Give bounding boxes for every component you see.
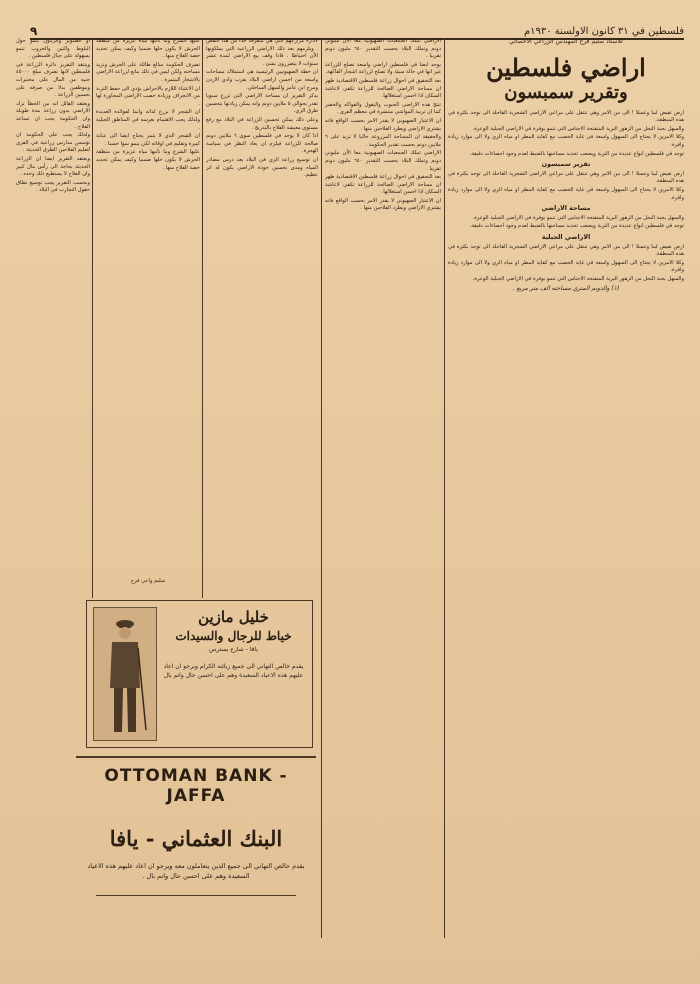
column-paragraph: ان توسيع زراعة الري في البلاد بعد درس مصادر المياه ومدى تحسين جودة الاراضي يكون له اثر عظيم. <box>206 156 318 179</box>
article-column-3 <box>96 38 200 598</box>
article-footnote: (١) والدونم المتري مساحته الف متر مربع . <box>512 285 620 293</box>
article-subhead: تقرير سمبسون <box>541 160 591 169</box>
column-paragraph: والحقيقة ان المساحة المزروعة حاليا لا تزيد على ٦ ملايين دونم بحسب تقدير الحكومة . <box>325 134 441 148</box>
column-paragraph: ان الشجر لا يزرع لذاته وانما لفوائده العديدة ولذلك يجب الاهتمام بغرسه في المناطق الجبلية . <box>96 109 200 131</box>
column-paragraph: ويعتقد التقرير ايضا ان الزراعة الحديثة بحاجة الى رأس مال كبير وان الفلاح لا يستطيع ذلك وحده . <box>16 155 90 178</box>
bank-name-english: OTTOMAN BANK - JAFFA <box>104 766 288 806</box>
column-paragraph: وينتقد التقرير دائرة الزراعة في فلسطين لانها تصرف مبلغ ٤٥٠٠٠ جنيه من المال على مختبرات وموظفين بدلا من صرفه على تحسين الزراعة . <box>16 61 90 99</box>
column-paragraph: ان الاعتناء اللازم بالاحراش يؤدي الى حفظ التربة من الانجراف وزيادة خصب الاراضي المجاورة لها . <box>96 85 200 107</box>
article-subhead: مساحة الاراضي <box>541 204 591 213</box>
page-number: ٩ <box>30 24 38 38</box>
article-paragraph: والسهل بحبة النحل من الزهور البرية المتفتحة الاجناس التي تنمو بوفرة في الاراضي الجبلية الوعرة. <box>472 214 684 221</box>
column-paragraph: تصرف الحكومة مبالغ طائلة على الحرش وتزيد مساحته ولكن ليس في ذلك مانع لزراعة الاراضي بالاشجار المثمرة . <box>96 61 200 83</box>
column-rule <box>92 38 93 598</box>
article-paragraph: ارض تفيض لبنا وعسلا ! الى من الامر وهي تنتقل على مراعي الاراضي الشجرية القاحلة الى توجد بكثرة في هذه المنطقة. <box>448 170 684 185</box>
article-column-2 <box>325 38 441 938</box>
tailor-greeting: يقدم خالص التهاني الى جميع زبائنه الكرام ويرجو ان اعاد عليهم هذه الاعياد السعيدة وهم على احسن حال واتم بال <box>163 663 304 679</box>
article-title: اراضي فلسطين <box>486 52 646 82</box>
article-paragraph: ارض تفيض لبنا وعسلا ! الى من الامر وهي تنتقل على مراعي الاراضي الشجرية القاحلة الى توجد بكثرة في هذه المنطقة. <box>448 243 684 258</box>
column-paragraph: يوجد ايضا في فلسطين اراضي واسعة تصلح للزراعة غير انها في حالة سيئة ولا تصلح لزراعة اشجار الفاكهة. <box>325 61 441 76</box>
divider <box>96 895 296 896</box>
column-paragraph: وعلى ذلك يمكن تحسين الزراعة في البلاد مع رفع مستوى معيشة الفلاح بالتدريج . <box>206 116 318 131</box>
article-column-4 <box>16 38 90 598</box>
tailor-portrait-photo <box>93 607 157 741</box>
column-paragraph: عليها الشرع وما تأتيها مياه عزيزة من منطقة الحرش لا يكون حلها ضمنيا وكيف يمكن تحديد حصة الفلاح منها . <box>96 149 200 171</box>
column-paragraph: ويعتقد القائل انه من الخطأ ترك الاراضي بدون زراعة مدة طويلة وان الحكومة يجب ان تساعد الفلاح . <box>16 100 90 130</box>
column-paragraph: ولذلك يجب على الحكومة ان تؤسس مدارس زراعية في القرى لتعليم الفلاحين الطرق الحديثة . <box>16 132 90 154</box>
column-paragraph: ان الاعتبار الصهيوني لا يقدر الامر بحسب الواقع فانه يشتري الاراضي ويطرد الفلاحين منها . <box>325 117 441 132</box>
article-column-1 <box>206 38 318 598</box>
column-paragraph: تنتج هذه الاراضي الحبوب والبقول والفواكه والخضر كما ان تربية المواشي منتشرة في معظم القرى . <box>325 101 441 116</box>
bank-greeting: يقدم خالص التهاني الى جميع الذين يتعاملون معه ويرجو ان اعاد عليهم هذه الاعياد السعيدة وهم على احسن حال واتم بال . <box>87 862 305 880</box>
column-rule <box>444 38 445 938</box>
column-paragraph: او الصنوبر والزيتون ينمو حول البلوط والتين والخروب تنمو بسهولة على جبال فلسطين . <box>16 38 90 60</box>
column-paragraph: الاراضي تملك الجمعيات الصهيونية معا الآن مليوني دونم وتملك البلاد بحسب التقدير ٦٤٠ مليون دونم تقريبا . <box>325 150 441 172</box>
column-paragraph: عليها الشرع وما تأتيها مياه عزيزة من منطقة الحرش لا يكون حلها ضمنيا وكيف يمكن تحديد حصة الفلاح منها . <box>96 38 200 60</box>
article-paragraph: والسهل بحبة النحل من الزهور البرية المتفتحة الاجناس التي تنمو بوفرة في الاراضي الجبلية الوعرة. <box>472 125 684 132</box>
article-paragraph: والسهل بحبة النحل من الزهور البرية المتفتحة الاجناس التي تنمو بوفرة في الاراضي الجبلية الوعرة. <box>472 275 684 282</box>
article-signature: سليم واعي فرح <box>130 578 166 584</box>
article-paragraph: ارض تفيض لبنا وعسلا ! الى من الامر وهي تنتقل على مراعي الاراضي الشجرية القاحلة الى توجد بكثرة في هذه المنطقة. <box>448 109 684 124</box>
article-signature-box <box>96 578 200 590</box>
article-byline: للاستاذ سليم فرح المهندس الزراعي الاخصائي <box>509 38 623 45</box>
article-paragraph: وكلا الامرين لا يحتاج الى السهول واسعة في غاية الخصب مع كفاية المطر او مياه الري ولا الى موارد زيادة وافرة. <box>448 186 684 201</box>
main-article <box>448 38 684 948</box>
column-paragraph: ان الشجر الذي لا يثمر يحتاج ايضا الى عناية كبيرة وتقليم في اوقاته لكي ينمو نموا حسنا . <box>96 133 200 147</box>
tailor-advertisement <box>86 600 313 748</box>
article-paragraph: وكلا الامرين لا يحتاج الى السهول واسعة في غاية الخصب مع كفاية المطر او مياه الري ولا الى موارد زيادة وافرة. <box>448 134 684 148</box>
column-paragraph: ان خطة الصهيونيين الرئيسية هي استملاك مساحات واسعة من احسن اراضي البلاد بقرب وادي الاردن ومرج ابن عامر والسهل الساحلي. <box>206 69 318 91</box>
column-rule <box>321 38 322 938</box>
tailor-address: يافا - شارع بسترس <box>209 646 258 653</box>
column-paragraph: الاراضي تملك الجمعيات الصهيونية معا الآن مليوني دونم وتملك البلاد بحسب التقدير ٦٤٠ مليون دونم تقريبا . <box>325 38 441 60</box>
tailor-name: خليل مازين <box>198 608 269 626</box>
column-rule <box>202 38 203 598</box>
issue-line: فلسطين في ٣١ كانون الاولسنة ١٩٣٠م <box>523 25 684 37</box>
column-paragraph: يذكر التقرير ان مساحة الاراضي التي تزرع سنويا تقدر بحوالي ٥ ملايين دونم وانه يمكن زيادتها بتحسين طرق الري. <box>206 93 318 115</box>
column-paragraph: اذا كان لا يوجد في فلسطين سوى ٦ ملايين دونم صالحة للزراعة فيلزم ان يعاد النظر في سياسة الهجرة. <box>206 133 318 155</box>
column-paragraph: لادارة مزارعهم التي هي متفرقة جدا من هذا النقص . ويلزمهم بعد ذلك الاراضي الزراعية التي يملكونها الآن احتياطا . فاذا وقف بيع الاراضي لمدة عشر سنوات لا يتضررون بشئ . <box>206 38 318 67</box>
tailor-trade: خياط للرجال والسيدات <box>175 629 292 643</box>
column-paragraph: وبحسب التقرير يجب توسيع نطاق حقول التجارب في البلاد . <box>16 179 90 194</box>
article-paragraph: توجد في فلسطين انواع عديدة من التربة ويصعب تحديد مساحتها بالضبط لعدم وجود احصاءات دقيقة. <box>469 223 684 230</box>
bank-advertisement <box>76 756 316 918</box>
article-paragraph: توجد في فلسطين انواع عديدة من التربة ويصعب تحديد مساحتها بالضبط لعدم وجود احصاءات دقيقة. <box>469 150 684 157</box>
man-figure-icon <box>94 608 156 740</box>
bank-name-arabic: البنك العثماني - يافا <box>109 826 283 851</box>
column-paragraph: بعد التحقيق في احوال زراعة فلسطين الاقتصادية ظهر ان مساحة الاراضي الصالحة للزراعة تكفي لاعاشة السكان اذا احسن استغلالها. <box>325 174 441 196</box>
column-paragraph: بعد التحقيق في احوال زراعة فلسطين الاقتصادية ظهر ان مساحة الاراضي الصالحة للزراعة تكفي لاعاشة السكان اذا احسن استغلالها. <box>325 77 441 100</box>
article-paragraph: وكلا الامرين لا يحتاج الى السهول واسعة في غاية الخصب مع كفاية المطر او مياه الري ولا الى موارد زيادة وافرة. <box>448 259 684 274</box>
article-subhead: الاراضي الجبلية <box>541 232 591 241</box>
column-paragraph: ان الاعتبار الصهيوني لا يقدر الامر بحسب الواقع فانه يشتري الاراضي ويطرد الفلاحين منها . <box>325 197 441 212</box>
article-subtitle: وتقرير سمبسون <box>504 81 628 103</box>
